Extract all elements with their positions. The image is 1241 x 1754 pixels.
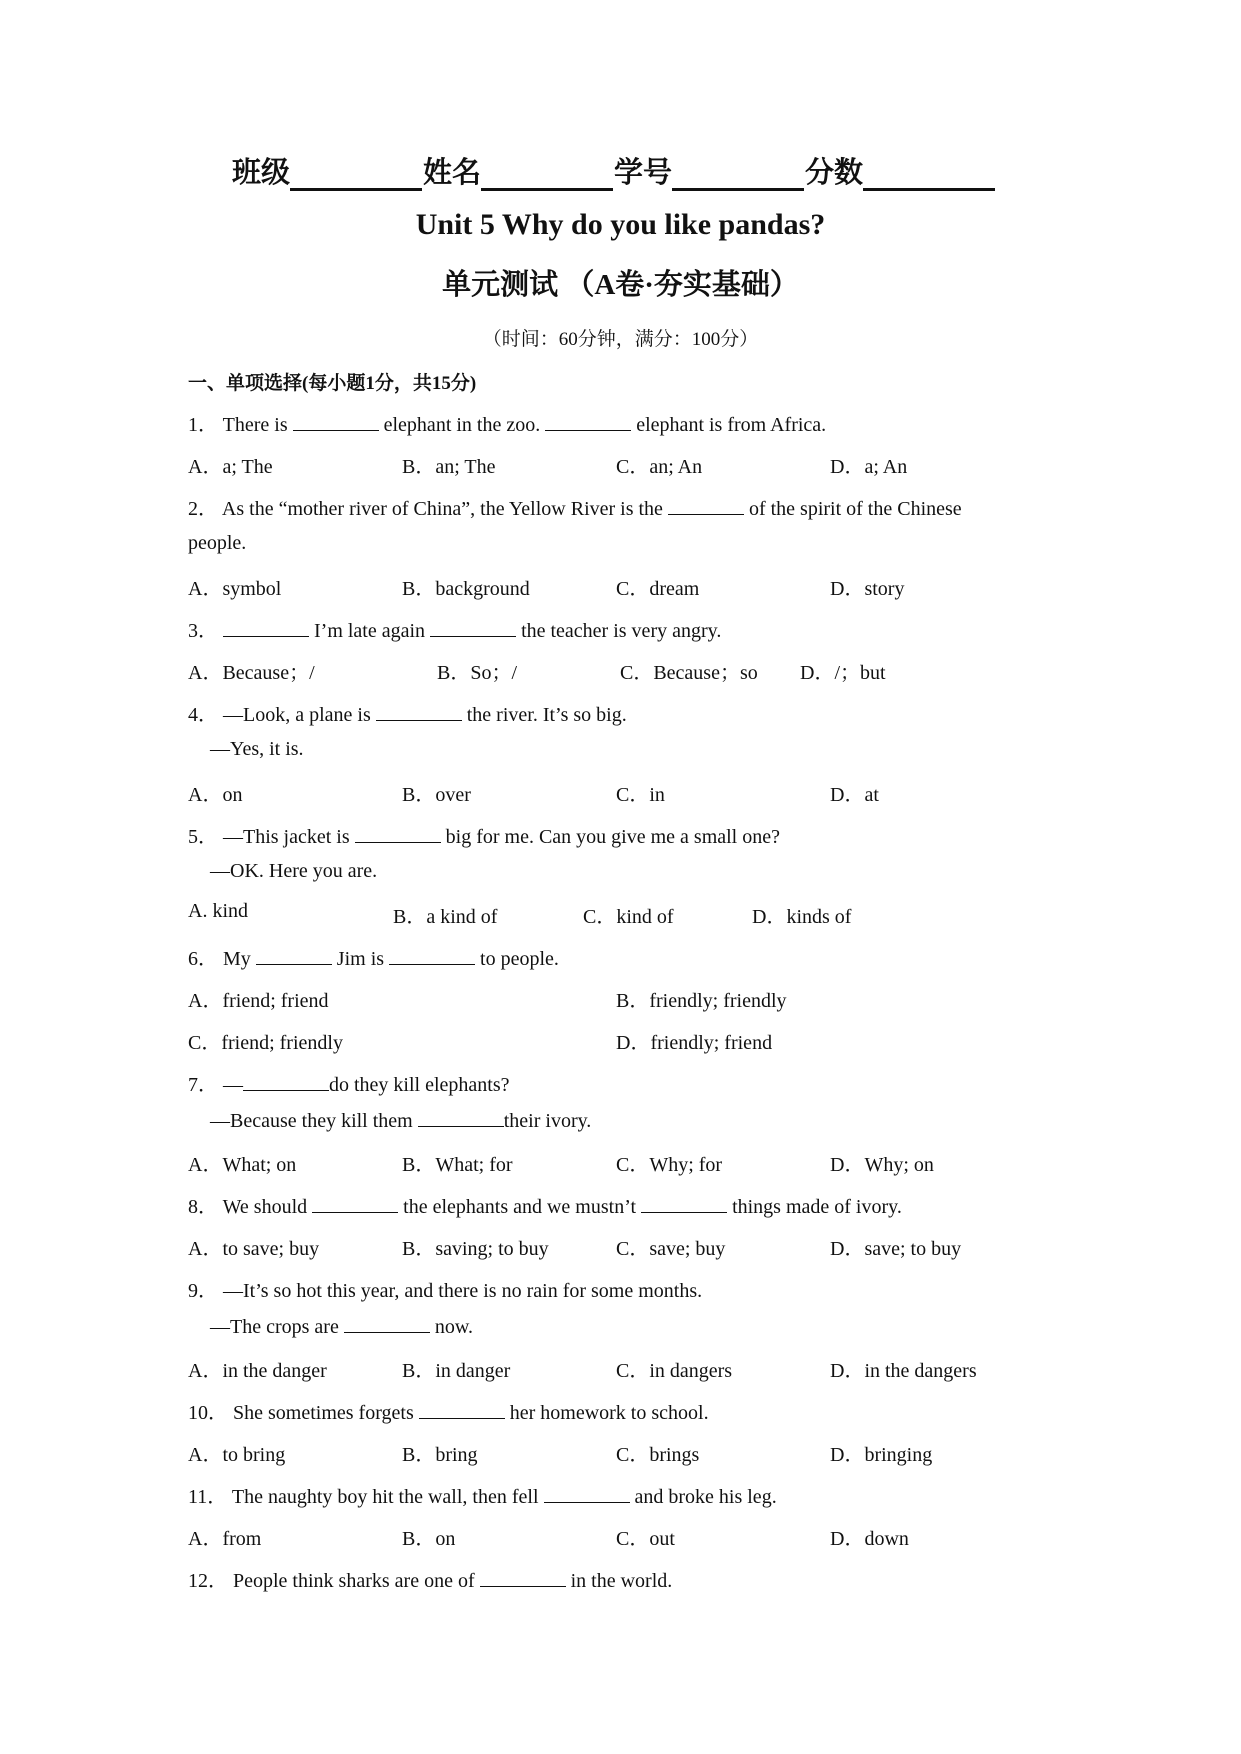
option-a[interactable]: A．symbol: [188, 578, 282, 600]
option-a[interactable]: A．to save; buy: [188, 1238, 320, 1260]
question-6: [188, 942, 559, 971]
time-score-info: （时间：60分钟，满分：100分）: [482, 329, 759, 350]
option-b[interactable]: B．an; The: [402, 456, 496, 478]
option-c[interactable]: C．friend; friendly: [188, 1032, 343, 1054]
question-text: —It’s so hot this year, and there is no rain for some months.: [223, 1280, 703, 1302]
question-number: 3．: [188, 620, 218, 642]
question-2-continued: people.: [188, 532, 247, 554]
option-b[interactable]: B．background: [402, 578, 530, 600]
question-5-reply: —OK. Here you are.: [210, 860, 378, 882]
question-text: the elephants and we mustn’t: [403, 1196, 637, 1218]
question-text: do they kill elephants?: [329, 1074, 510, 1096]
question-text: of the spirit of the Chinese: [748, 498, 962, 520]
question-12: [188, 1564, 672, 1593]
question-7: [188, 1068, 510, 1097]
question-text: their ivory.: [503, 1110, 592, 1132]
answer-blank[interactable]: [480, 1568, 566, 1587]
option-c[interactable]: C．in dangers: [616, 1360, 733, 1382]
option-d[interactable]: D．bringing: [830, 1444, 933, 1466]
answer-blank[interactable]: [544, 1484, 630, 1503]
question-text: —: [223, 1074, 243, 1096]
answer-blank[interactable]: [256, 946, 332, 965]
answer-blank[interactable]: [355, 824, 441, 843]
score-label: 分数: [805, 157, 864, 189]
answer-blank[interactable]: [668, 496, 744, 515]
id-blank[interactable]: [672, 158, 804, 191]
question-text: things made of ivory.: [732, 1196, 902, 1218]
question-text: My: [223, 948, 251, 970]
answer-blank[interactable]: [389, 946, 475, 965]
option-a[interactable]: A．from: [188, 1528, 262, 1550]
option-d[interactable]: D．kinds of: [752, 906, 852, 928]
option-b[interactable]: B．saving; to buy: [402, 1238, 549, 1260]
option-a[interactable]: A．to bring: [188, 1444, 286, 1466]
option-d[interactable]: D．/；but: [800, 662, 886, 684]
option-b[interactable]: B．a kind of: [393, 906, 498, 928]
option-b[interactable]: B．bring: [402, 1444, 478, 1466]
option-d[interactable]: D．story: [830, 578, 905, 600]
question-9-reply: [210, 1314, 473, 1339]
option-b[interactable]: B．on: [402, 1528, 456, 1550]
option-b[interactable]: B．So；/: [437, 662, 518, 684]
question-text: I’m late again: [314, 620, 426, 642]
option-b[interactable]: B．What; for: [402, 1154, 513, 1176]
question-text: The naughty boy hit the wall, then fell: [231, 1486, 539, 1508]
option-d[interactable]: D．at: [830, 784, 879, 806]
question-number: 2．: [188, 498, 218, 520]
question-1: [188, 408, 826, 437]
question-number: 5．: [188, 826, 218, 848]
question-text: There is: [222, 414, 288, 436]
question-5: [188, 820, 780, 849]
question-text: elephant in the zoo.: [383, 414, 541, 436]
question-number: 9．: [188, 1280, 218, 1302]
question-number: 11．: [188, 1486, 228, 1508]
question-text: now.: [434, 1316, 473, 1338]
question-4-reply: —Yes, it is.: [210, 738, 304, 760]
question-8: [188, 1190, 902, 1219]
option-a[interactable]: A．Because；/: [188, 662, 315, 684]
answer-blank[interactable]: [419, 1400, 505, 1419]
option-a[interactable]: A．a; The: [188, 456, 273, 478]
answer-blank[interactable]: [376, 702, 462, 721]
question-text: elephant is from Africa.: [636, 414, 827, 436]
question-text: —Because they kill them: [210, 1110, 413, 1132]
option-c[interactable]: C．brings: [616, 1444, 700, 1466]
question-10: [188, 1396, 709, 1425]
student-info-line: [232, 150, 996, 191]
question-number: 7．: [188, 1074, 218, 1096]
question-number: 8．: [188, 1196, 218, 1218]
question-text: —This jacket is: [223, 826, 350, 848]
option-d[interactable]: D．in the dangers: [830, 1360, 977, 1382]
question-text: She sometimes forgets: [233, 1402, 414, 1424]
option-c[interactable]: C．save; buy: [616, 1238, 726, 1260]
option-b[interactable]: B．in danger: [402, 1360, 511, 1382]
class-label: 班级: [232, 157, 291, 189]
section-title: 一、单项选择(每小题1分，共15分): [188, 373, 477, 394]
question-text: big for me. Can you give me a small one?: [445, 826, 780, 848]
option-d[interactable]: D．down: [830, 1528, 909, 1550]
question-text: her homework to school.: [509, 1402, 709, 1424]
answer-blank[interactable]: [223, 618, 309, 637]
answer-blank[interactable]: [545, 412, 631, 431]
answer-blank[interactable]: [641, 1194, 727, 1213]
answer-blank[interactable]: [243, 1072, 329, 1091]
question-11: [188, 1480, 777, 1509]
option-c[interactable]: C．an; An: [616, 456, 703, 478]
question-text: the river. It’s so big.: [466, 704, 627, 726]
score-blank[interactable]: [863, 158, 995, 191]
question-number: 1．: [188, 414, 218, 436]
question-text: Jim is: [336, 948, 385, 970]
answer-blank[interactable]: [293, 412, 379, 431]
option-a[interactable]: A. kind: [188, 900, 248, 922]
question-text: and broke his leg.: [634, 1486, 777, 1508]
question-text: to people.: [480, 948, 559, 970]
option-c[interactable]: C．in: [616, 784, 665, 806]
option-c[interactable]: C．out: [616, 1528, 675, 1550]
question-number: 4．: [188, 704, 218, 726]
option-c[interactable]: C．kind of: [583, 906, 674, 928]
option-d[interactable]: D．friendly; friend: [616, 1032, 773, 1054]
answer-blank[interactable]: [344, 1314, 430, 1333]
answer-blank[interactable]: [312, 1194, 398, 1213]
question-2: [188, 492, 962, 521]
question-text: We should: [222, 1196, 308, 1218]
question-text: People think sharks are one of: [233, 1570, 475, 1592]
question-number: 10．: [188, 1402, 228, 1424]
option-b[interactable]: B．friendly; friendly: [616, 990, 787, 1012]
option-d[interactable]: D．a; An: [830, 456, 908, 478]
option-a[interactable]: A．on: [188, 784, 243, 806]
question-number: 12．: [188, 1570, 228, 1592]
question-text: the teacher is very angry.: [521, 620, 722, 642]
name-blank[interactable]: [481, 158, 613, 191]
id-label: 学号: [614, 157, 673, 189]
option-a[interactable]: A．in the danger: [188, 1360, 327, 1382]
page-subtitle-cn: 单元测试 （A卷·夯实基础）: [442, 269, 799, 301]
option-c[interactable]: C．Because；so: [620, 662, 758, 684]
question-text: As the “mother river of China”, the Yellow River is the: [221, 498, 663, 520]
question-7-reply: [210, 1108, 591, 1133]
question-4: [188, 698, 627, 727]
question-text: —Look, a plane is: [223, 704, 371, 726]
option-a[interactable]: A．friend; friend: [188, 990, 329, 1012]
option-a[interactable]: A．What; on: [188, 1154, 297, 1176]
question-text: in the world.: [570, 1570, 673, 1592]
name-label: 姓名: [423, 157, 482, 189]
option-c[interactable]: C．dream: [616, 578, 700, 600]
question-text: —The crops are: [210, 1316, 339, 1338]
answer-blank[interactable]: [430, 618, 516, 637]
option-d[interactable]: D．Why; on: [830, 1154, 934, 1176]
question-3: [188, 614, 721, 643]
option-b[interactable]: B．over: [402, 784, 471, 806]
class-blank[interactable]: [290, 158, 422, 191]
question-9: [188, 1274, 702, 1303]
question-number: 6．: [188, 948, 218, 970]
option-c[interactable]: C．Why; for: [616, 1154, 723, 1176]
option-d[interactable]: D．save; to buy: [830, 1238, 962, 1260]
page-title: Unit 5 Why do you like pandas?: [415, 208, 826, 241]
answer-blank[interactable]: [418, 1108, 504, 1127]
